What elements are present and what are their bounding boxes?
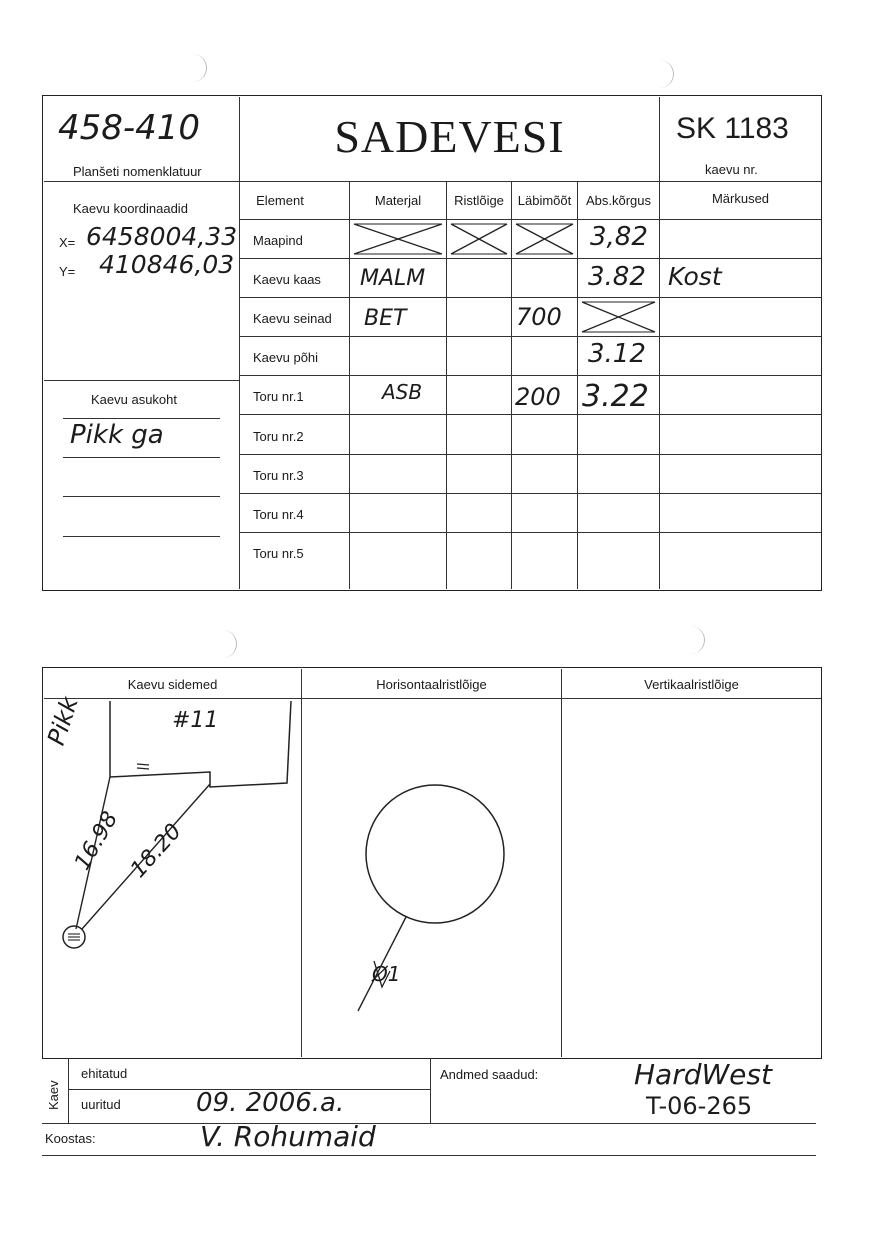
location-label: Kaevu asukoht bbox=[91, 392, 178, 407]
toru1-abs-korgus: 3.22 bbox=[582, 379, 649, 414]
col-header-markused: Märkused bbox=[711, 190, 770, 206]
building-number: #11 bbox=[172, 708, 219, 733]
distance-2: 18.20 bbox=[126, 819, 187, 883]
y-label: Y= bbox=[59, 264, 76, 279]
binder-hole bbox=[188, 54, 207, 82]
well-number-label: kaevu nr. bbox=[705, 162, 758, 177]
nomenclature-value: 458-410 bbox=[58, 108, 201, 148]
andmed-source: HardWest bbox=[634, 1058, 772, 1091]
x-coordinate: 6458004,33 bbox=[86, 222, 238, 251]
andmed-reference: T-06-265 bbox=[646, 1092, 753, 1120]
col-header-labimoot: Läbimõõt bbox=[517, 193, 572, 208]
binder-hole bbox=[686, 626, 705, 654]
maapind-abs-korgus: 3,82 bbox=[590, 222, 648, 252]
coords-label: Kaevu koordinaadid bbox=[73, 201, 188, 216]
pohi-abs-korgus: 3.12 bbox=[588, 339, 646, 369]
row-label: Kaevu seinad bbox=[253, 311, 332, 326]
sketch-header-sidemed: Kaevu sidemed bbox=[127, 676, 218, 692]
cross-out-mark bbox=[578, 298, 659, 336]
pipe-label: Ø1 bbox=[372, 962, 401, 986]
col-header-ristloige: Ristlõige bbox=[454, 193, 504, 208]
kaev-label: Kaev bbox=[46, 1080, 61, 1110]
kaas-materjal: MALM bbox=[360, 266, 426, 291]
koostas-name: V. Rohumaid bbox=[200, 1120, 376, 1153]
uuritud-date: 09. 2006.a. bbox=[196, 1088, 345, 1118]
seinad-materjal: BET bbox=[364, 306, 407, 331]
nomenclature-label: Planšeti nomenklatuur bbox=[73, 164, 202, 179]
ehitatud-label: ehitatud bbox=[81, 1066, 128, 1081]
row-label: Toru nr.3 bbox=[253, 468, 304, 483]
y-coordinate: 410846,03 bbox=[99, 250, 235, 279]
x-label: X= bbox=[59, 235, 76, 250]
page-title: SADEVESI bbox=[334, 111, 565, 162]
location-sketch bbox=[44, 699, 301, 1057]
seinad-labimoot: 700 bbox=[516, 303, 562, 331]
col-header-materjal: Materjal bbox=[374, 193, 422, 208]
row-label: Kaevu kaas bbox=[253, 272, 321, 287]
binder-hole bbox=[655, 60, 674, 88]
well-section-drawing bbox=[302, 699, 561, 1057]
row-label: Toru nr.2 bbox=[253, 429, 304, 444]
row-label: Toru nr.4 bbox=[253, 507, 304, 522]
uuritud-label: uuritud bbox=[81, 1097, 121, 1112]
kaas-abs-korgus: 3.82 bbox=[588, 262, 646, 292]
row-label: Kaevu põhi bbox=[253, 350, 319, 365]
toru1-labimoot: 200 bbox=[515, 383, 561, 411]
row-label: Maapind bbox=[253, 233, 303, 248]
street-label: Pikk bbox=[42, 693, 84, 749]
andmed-label: Andmed saadud: bbox=[440, 1067, 539, 1082]
toru1-materjal: ASB bbox=[382, 380, 423, 404]
location-value: Pikk ga bbox=[70, 420, 164, 450]
row-label: Toru nr.5 bbox=[253, 546, 304, 561]
row-label: Toru nr.1 bbox=[253, 389, 304, 404]
binder-hole bbox=[218, 630, 237, 658]
col-header-element: Element bbox=[256, 193, 304, 208]
distance-1: 16.98 bbox=[70, 807, 124, 875]
sketch-header-horisontaal: Horisontaalristlõige bbox=[376, 676, 487, 692]
kaas-markused: Kost bbox=[668, 262, 722, 291]
well-number: SK 1183 bbox=[676, 112, 789, 145]
sketch-header-vertikaal: Vertikaalristlõige bbox=[644, 676, 739, 692]
cross-out-mark bbox=[447, 220, 511, 258]
col-header-abs-korgus: Abs.kõrgus bbox=[585, 193, 652, 208]
cross-out-mark bbox=[512, 220, 577, 258]
cross-out-mark bbox=[350, 220, 446, 258]
koostas-label: Koostas: bbox=[45, 1131, 96, 1146]
